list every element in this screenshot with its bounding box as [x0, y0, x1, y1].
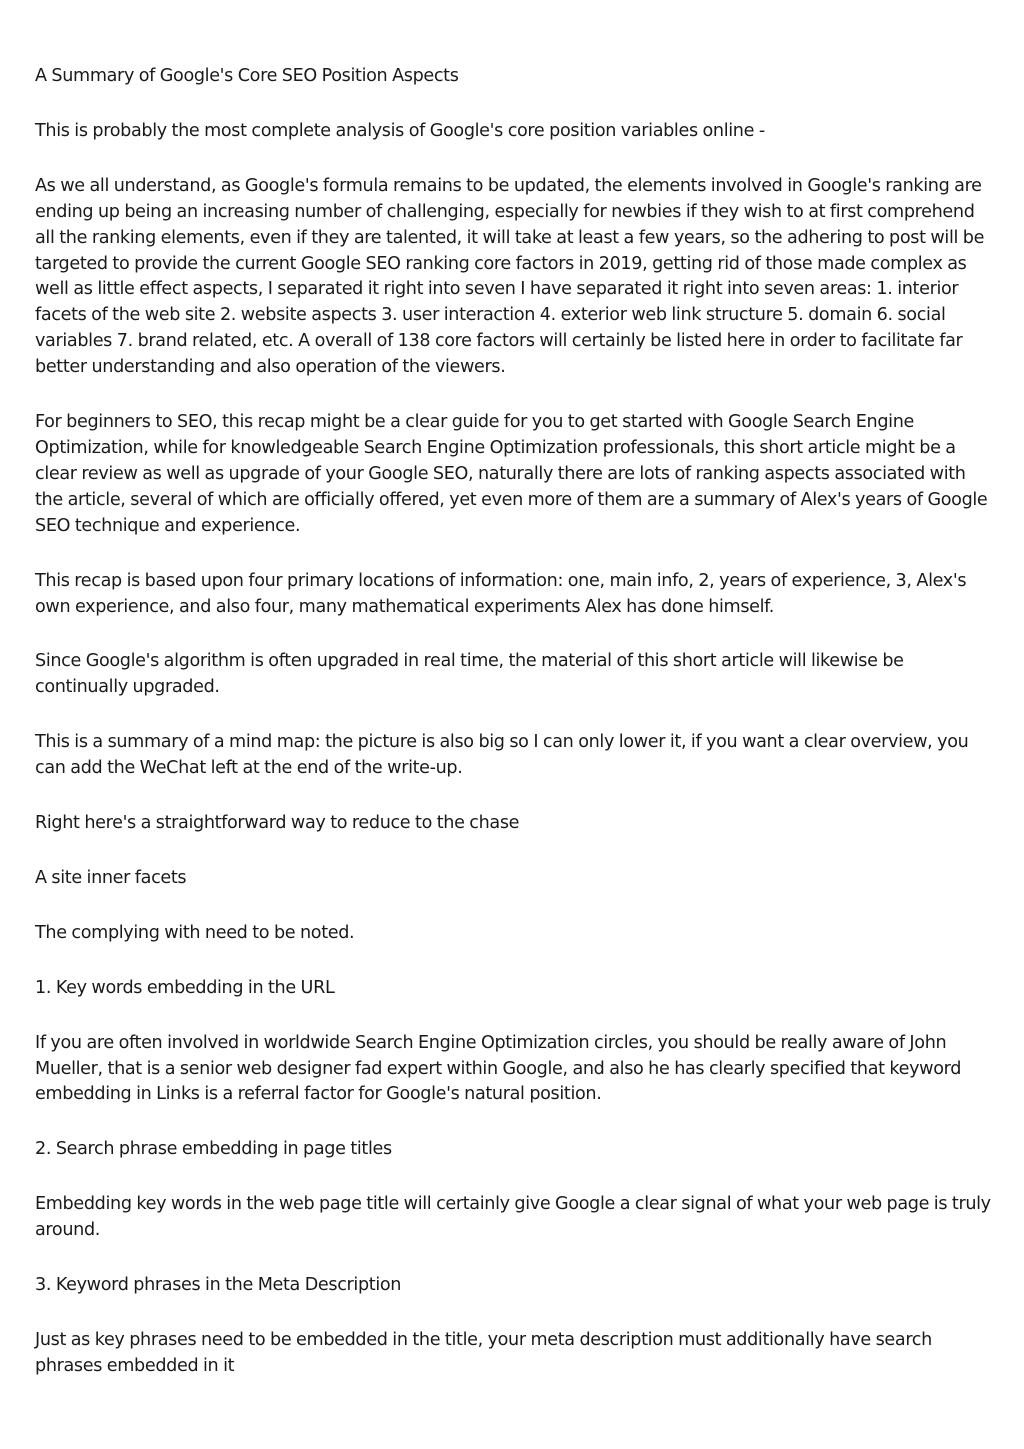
paragraph-updates: Since Google's algorithm is often upgraded in real time, the material of this short article will likewise be continually upgraded.	[35, 651, 904, 698]
paragraph-url-keywords: If you are often involved in worldwide Search Engine Optimization circles, you should be really aware of John Mueller, that is a senior web designer fad expert within Google, and also he has clearly specified that keyword embedding in Links is a referral factor for Google's natural position.	[35, 1032, 962, 1105]
item-heading-meta-description: 3. Keyword phrases in the Meta Description	[35, 1275, 402, 1296]
paragraph-page-titles: Embedding key words in the web page title will certainly give Google a clear signal of what your web page is truly around.	[35, 1194, 991, 1241]
paragraph-beginners: For beginners to SEO, this recap might be a clear guide for you to get started with Google Search Engine Optimization, while for knowledgeable Search Engine Optimization professionals, this short article might be a clear review as well as upgrade of your Google SEO, naturally there are lots of ranking aspects associated with the article, several of which are officially offered, yet even more of them are a summary of Alex's years of Google SEO technique and experience.	[35, 412, 988, 536]
document-title: A Summary of Google's Core SEO Position Aspects	[35, 66, 459, 86]
document-page	[35, 64, 995, 1409]
section-heading-inner-facets: A site inner facets	[35, 867, 187, 888]
paragraph-overview: As we all understand, as Google's formula remains to be updated, the elements involved in Google's ranking are ending up being an increasing number of challenging, especially for newbies if they wish to at first comprehend all the ranking elements, even if they are talented, it will take at least a few years, so the adhering to post will be targeted to provide the current Google SEO ranking core factors in 2019, getting rid of those made complex as well as little effect aspects, I separated it right into seven I have separated it right into seven areas: 1. interior facets of the web site 2. website aspects 3. user interaction 4. exterior web link structure 5. domain 6. social variables 7. brand related, etc. A overall of 138 core factors will certainly be listed here in order to facilitate far better understanding and also operation of the viewers.	[35, 175, 985, 378]
paragraph-note: The complying with need to be noted.	[35, 922, 355, 943]
paragraph-mind-map: This is a summary of a mind map: the picture is also big so I can only lower it, if you want a clear overview, you can add the WeChat left at the end of the write-up.	[35, 732, 969, 779]
item-heading-page-titles: 2. Search phrase embedding in page titles	[35, 1139, 392, 1160]
paragraph-chase: Right here's a straightforward way to reduce to the chase	[35, 813, 520, 834]
item-heading-url-keywords: 1. Key words embedding in the URL	[35, 977, 335, 998]
paragraph-intro: This is probably the most complete analysis of Google's core position variables online -	[35, 120, 765, 141]
paragraph-sources: This recap is based upon four primary locations of information: one, main info, 2, years of experience, 3, Alex's own experience, and also four, many mathematical experiments Alex has done himself.	[35, 570, 967, 617]
paragraph-meta-description: Just as key phrases need to be embedded in the title, your meta description must additionally have search phrases embedded in it	[35, 1330, 932, 1376]
